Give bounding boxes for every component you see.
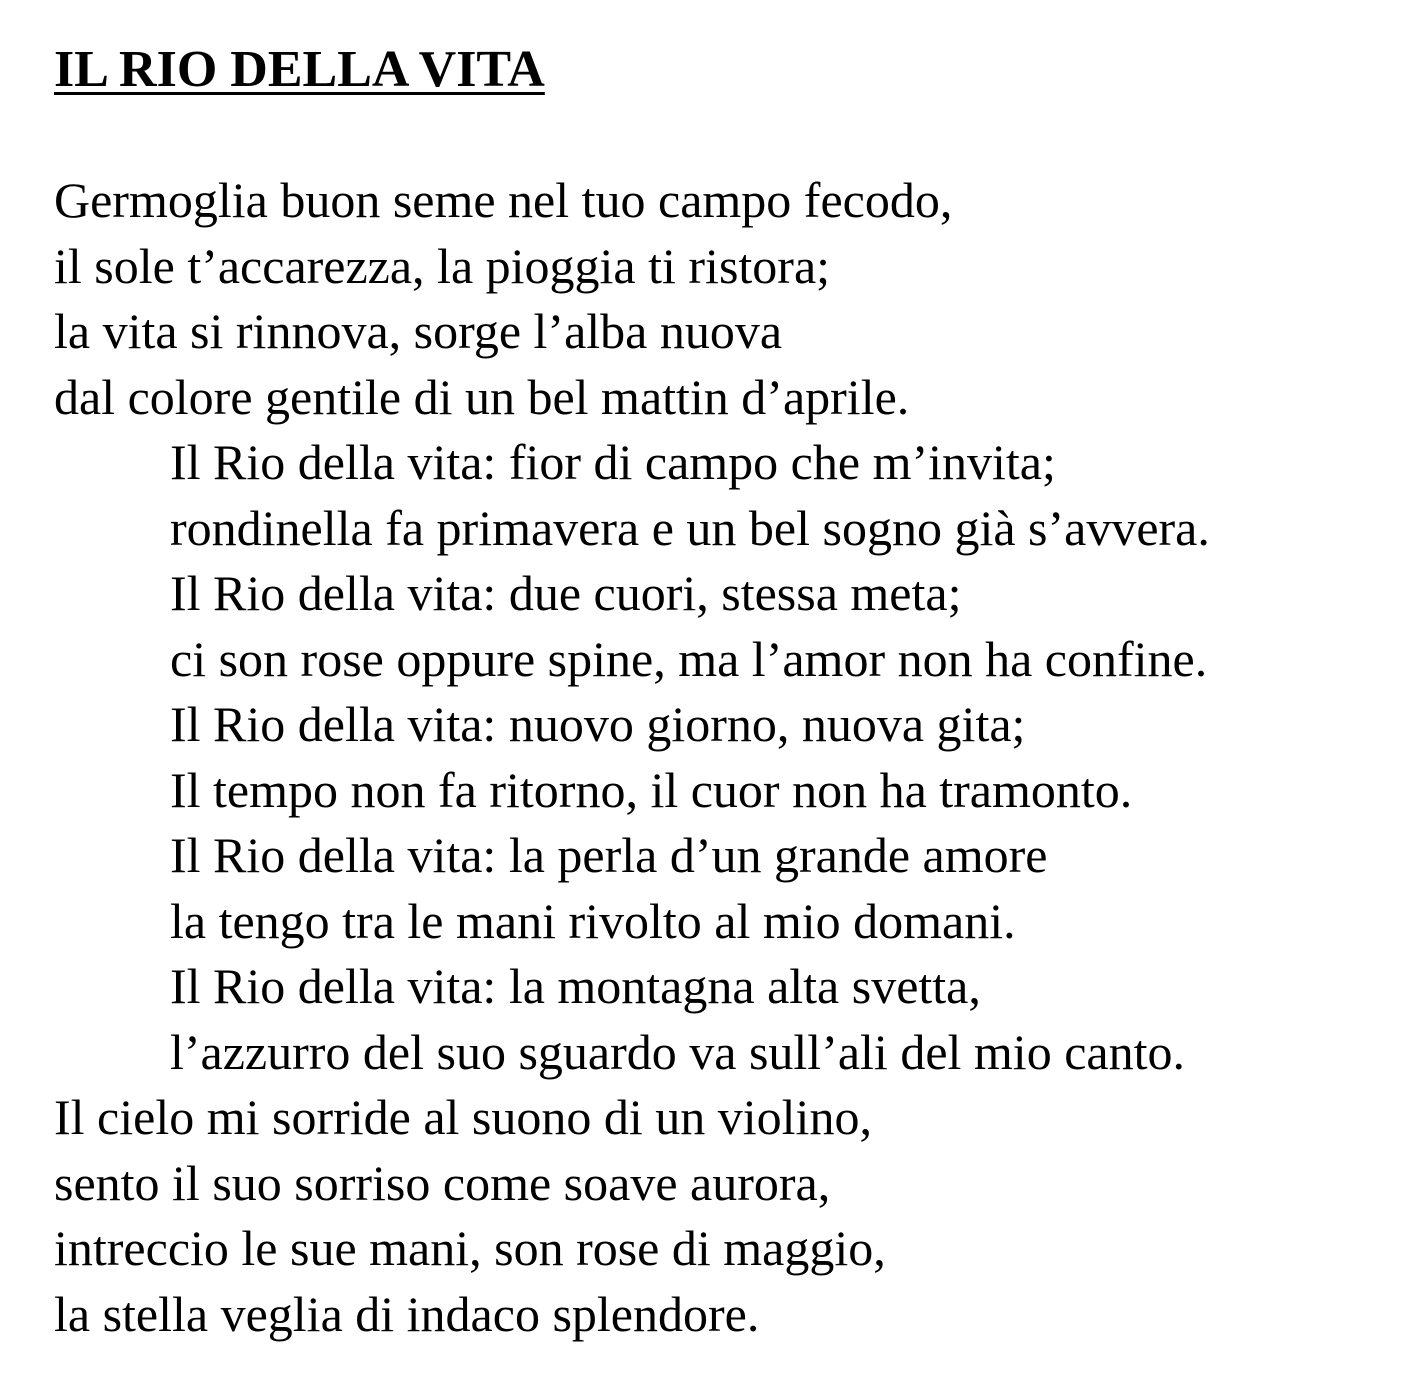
poem-line: intreccio le sue mani, son rose di maggio, xyxy=(54,1220,886,1276)
refrain-line: Il Rio della vita: fior di campo che m’invita; xyxy=(170,434,1056,490)
poem-body xyxy=(54,168,1210,1347)
poem-line: il sole t’accarezza, la pioggia ti ristora; xyxy=(54,237,831,294)
poem-line: sento il suo sorriso come soave aurora, xyxy=(54,1154,831,1211)
refrain-line: ci son rose oppure spine, ma l’amor non ha confine. xyxy=(170,630,1208,687)
refrain-line: rondinella fa primavera e un bel sogno già s’avvera. xyxy=(170,499,1210,556)
refrain-line: la tengo tra le mani rivolto al mio domani. xyxy=(170,892,1016,949)
poem-line: la vita si rinnova, sorge l’alba nuova xyxy=(54,303,783,359)
refrain-line: Il tempo non fa ritorno, il cuor non ha tramonto. xyxy=(170,761,1133,818)
refrain-line: Il Rio della vita: nuovo giorno, nuova gita; xyxy=(170,696,1026,752)
poem-line: Germoglia buon seme nel tuo campo fecodo, xyxy=(54,172,953,228)
refrain-line: l’azzurro del suo sguardo va sull’ali del mio canto. xyxy=(170,1023,1185,1080)
poem-line: Il cielo mi sorride al suono di un violino, xyxy=(54,1089,872,1145)
poem-title: IL RIO DELLA VITA xyxy=(54,41,545,98)
refrain-line: Il Rio della vita: la montagna alta svetta, xyxy=(170,958,981,1014)
refrain-line: Il Rio della vita: due cuori, stessa meta; xyxy=(170,565,962,621)
refrain-line: Il Rio della vita: la perla d’un grande amore xyxy=(170,827,1048,883)
poem-line: dal colore gentile di un bel mattin d’aprile. xyxy=(54,368,910,425)
poem-line: la stella veglia di indaco splendore. xyxy=(54,1285,760,1342)
